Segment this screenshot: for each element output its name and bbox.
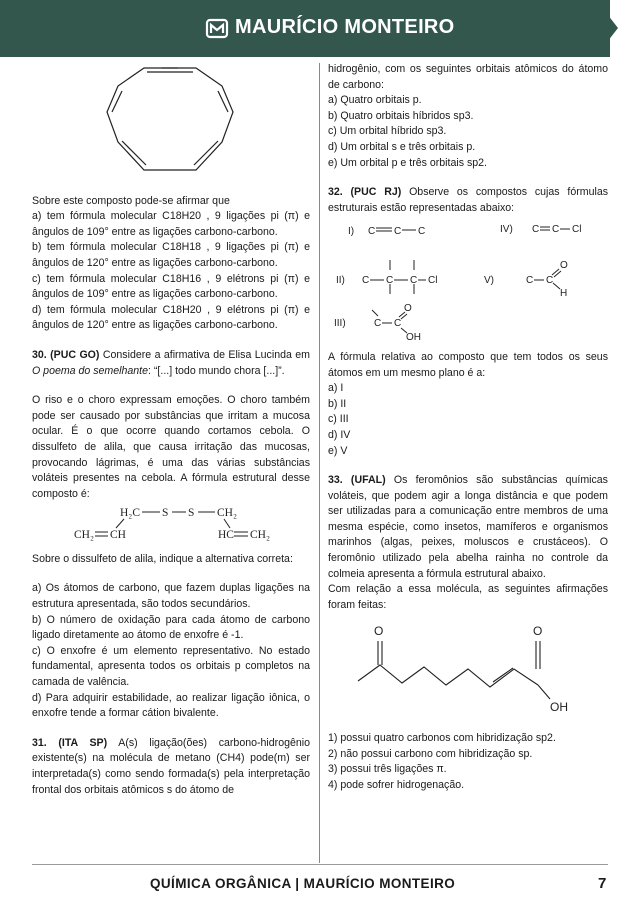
- q33-text: Os feromônios são substâncias químicas voláteis, que podem agir a longa distância e que podem ser utilizadas para a comunicação entre membros de uma mesma espécie, como insetos, mamíferos e organismos marinhos (algas, peixes, moluscos e crustáceos). O feromônio utilizado pela abelha rainha no controle da colmeia apresenta a fórmula estrutural abaixo.: [328, 474, 608, 580]
- iv-c2: C: [552, 224, 560, 236]
- i-c2: C: [394, 226, 402, 238]
- q31-continuation: hidrogênio, com os seguintes orbitais atômicos do átomo de carbono:: [328, 63, 608, 91]
- q32-option-a: a) I: [328, 382, 344, 395]
- label-iii: III): [334, 318, 346, 330]
- q31-option-b: b) Quatro orbitais híbridos sp3.: [328, 109, 474, 122]
- formula-s2: S: [188, 507, 195, 520]
- q33-number: 33. (UFAL): [328, 474, 386, 487]
- formula-ch2-bottom-left: CH₂: [74, 529, 94, 542]
- q29-option-d: d) tem fórmula molecular C18H20 , 9 elétrons pi (π) e ângulos de 120° entre as ligações carbono-carbono.: [32, 303, 310, 332]
- iv-c1: C: [532, 224, 540, 236]
- q32-structures: [328, 216, 608, 344]
- pheromone-oh: OH: [550, 700, 568, 715]
- q33-statement: [328, 473, 608, 582]
- formula-ch-left: CH: [110, 529, 126, 542]
- q30-option-d: d) Para adquirir estabilidade, ao realizar ligação iônica, o enxofre tende a formar cátion bivalente.: [32, 691, 310, 720]
- page-number: 7: [598, 875, 607, 892]
- q32-option-b: b) II: [328, 397, 347, 410]
- v-o: O: [560, 260, 568, 272]
- q30-text: Considere a afirmativa de Elisa Lucinda em: [102, 348, 310, 361]
- q33-option-3: 3) possui três ligações π.: [328, 763, 447, 776]
- q32-number: 32. (PUC RJ): [328, 186, 402, 199]
- v-h: H: [560, 288, 568, 300]
- q30-italic: O poema do semelhante: [32, 364, 149, 377]
- label-i: I): [348, 226, 355, 238]
- annulene-structure: [32, 58, 310, 186]
- page-header: [0, 0, 638, 57]
- q29-option-b: b) tem fórmula molecular C18H18 , 9 ligações pi (π) e ângulos de 120° entre as ligações carbono-carbono.: [32, 241, 310, 269]
- iii-oh: OH: [406, 332, 421, 344]
- brand-logo-icon: [205, 17, 229, 39]
- formula-s1: S: [162, 507, 169, 520]
- q32-ask: A fórmula relativa ao composto que tem todos os seus átomos em um mesmo plano é a:: [328, 350, 608, 379]
- formula-ch2-right: CH₂: [217, 507, 237, 520]
- q30-paragraph: O riso e o choro expressam emoções. O choro também pode ser causado por substâncias que irritam a mucosa ocular. É o que ocorre quando cortamos cebola. O dissulfeto de alila, que causa irritação das mucosas, provocando lágrimas, é uma das várias substâncias voláteis presentes na cebola. A fórmula estrutural desse composto é:: [32, 394, 310, 500]
- brand: [205, 16, 455, 39]
- q31-option-d: d) Um orbital s e três orbitais p.: [328, 140, 476, 153]
- q30-option-c: c) O enxofre é um elemento representativo. No estado fundamental, apresenta todos os orbitais p completos na camada de valência.: [32, 644, 310, 689]
- q32-option-d: d) IV: [328, 428, 351, 441]
- q32-option-c: c) III: [328, 413, 349, 426]
- q33-option-1: 1) possui quatro carbonos com hibridização sp2.: [328, 732, 556, 745]
- iii-c2: C: [394, 318, 402, 330]
- q31-text: A(s) ligação(ões) carbono-hidrogênio existente(s) na molécula de metano (CH4) pode(m) ser interpretada(s) como sendo formada(s) pela interpretação frontal dos orbitais atômicos s do átomo de: [32, 736, 311, 796]
- formula-ch2-bottom-right: CH₂: [250, 529, 270, 542]
- q33-paragraph: Com relação a essa molécula, as seguintes afirmações foram feitas:: [328, 583, 608, 611]
- q32-option-e: e) V: [328, 444, 348, 457]
- q32-statement: [328, 185, 608, 216]
- label-v: V): [484, 275, 494, 287]
- label-iv: IV): [500, 224, 513, 236]
- q30-option-b: b) O número de oxidação para cada átomo de carbono ligado diretamente ao átomo de enxofre é -1.: [32, 613, 310, 642]
- q33-option-4: 4) pode sofrer hidrogenação.: [328, 778, 465, 791]
- i-c3: C: [418, 226, 426, 238]
- q30-number: 30. (PUC GO): [32, 348, 100, 361]
- ii-c3: C: [410, 275, 418, 287]
- q30-statement: [32, 348, 310, 379]
- q31-option-a: a) Quatro orbitais p.: [328, 94, 422, 107]
- formula-h2c: H₂C: [120, 507, 140, 520]
- pheromone-o2: O: [533, 624, 543, 639]
- q30-option-a: a) Os átomos de carbono, que fazem duplas ligações na estrutura apresentada, são todos secundários.: [32, 582, 310, 611]
- iii-o: O: [404, 303, 412, 315]
- iv-cl: Cl: [572, 224, 582, 236]
- q32-text: Observe os compostos cujas fórmulas estruturais estão representadas abaixo:: [328, 186, 609, 214]
- left-column: [32, 58, 310, 798]
- ii-c1: C: [362, 275, 370, 287]
- header-arrow: [604, 10, 618, 46]
- column-divider: [319, 63, 320, 863]
- q30-quote: : “[...] todo mundo chora [...]”.: [148, 364, 285, 377]
- q30-ask: Sobre o dissulfeto de alila, indique a alternativa correta:: [32, 552, 293, 565]
- q29-intro: Sobre este composto pode-se afirmar que: [32, 194, 230, 207]
- footer-rule: [32, 864, 608, 865]
- ii-cl: Cl: [428, 275, 438, 287]
- i-c1: C: [368, 226, 376, 238]
- right-column: [328, 62, 608, 793]
- iii-c1: C: [374, 318, 382, 330]
- page-footer: [0, 864, 638, 903]
- pheromone-o1: O: [374, 624, 384, 639]
- brand-name: MAURÍCIO MONTEIRO: [235, 16, 455, 38]
- label-ii: II): [336, 275, 345, 287]
- q29-option-a: a) tem fórmula molecular C18H20 , 9 ligações pi (π) e ângulos de 109° entre as ligações carbono-carbono.: [32, 210, 310, 238]
- q31-statement: [32, 736, 310, 798]
- v-c1: C: [526, 275, 534, 287]
- q31-option-c: c) Um orbital híbrido sp3.: [328, 125, 447, 138]
- diallyl-disulfide-formula: [32, 502, 310, 546]
- q31-option-e: e) Um orbital p e três orbitais sp2.: [328, 156, 487, 169]
- footer-title: QUÍMICA ORGÂNICA | MAURÍCIO MONTEIRO: [150, 876, 456, 891]
- pheromone-structure: [328, 613, 608, 725]
- q31-number: 31. (ITA SP): [32, 736, 108, 749]
- q29-option-c: c) tem fórmula molecular C18H16 , 9 elétrons pi (π) e ângulos de 109° entre as ligações carbono-carbono.: [32, 272, 310, 301]
- formula-hc-right: HC: [218, 529, 234, 542]
- v-c2: C: [546, 275, 554, 287]
- q33-option-2: 2) não possui carbono com hibridização sp.: [328, 747, 533, 760]
- ii-c2: C: [386, 275, 394, 287]
